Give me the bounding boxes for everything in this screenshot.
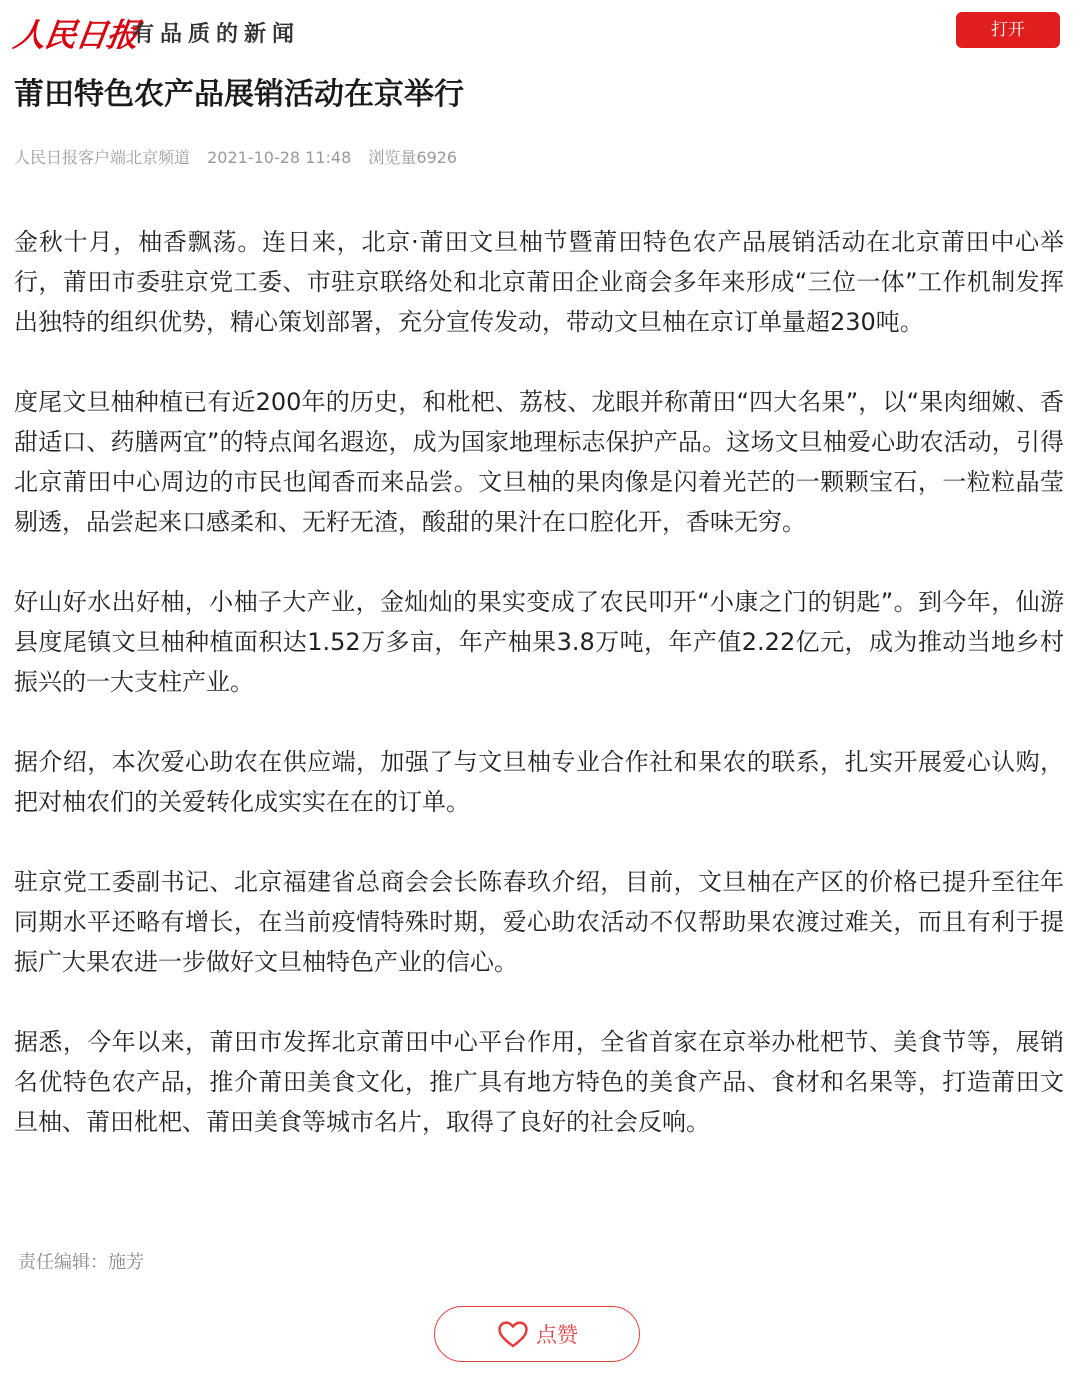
top-bar xyxy=(0,0,1080,62)
article-source: 人民日报客户端北京频道 xyxy=(14,148,191,167)
heart-icon xyxy=(496,1317,530,1351)
responsible-editor: 责任编辑：施芳 xyxy=(18,1252,144,1273)
article-body xyxy=(14,222,1064,1182)
article-paragraph: 好山好水出好柚，小柚子大产业，金灿灿的果实变成了农民叩开“小康之门的钥匙”。到今年，仙游县度尾镇文旦柚种植面积达1.52万多亩，年产柚果3.8万吨，年产值2.22亿元，成为推动当地乡村振兴的一大支柱产业。 xyxy=(14,588,1064,696)
open-app-button[interactable]: 打开 xyxy=(956,12,1060,48)
article-paragraph: 金秋十月，柚香飘荡。连日来，北京·莆田文旦柚节暨莆田特色农产品展销活动在北京莆田中心举行，莆田市委驻京党工委、市驻京联络处和北京莆田企业商会多年来形成“三位一体”工作机制发挥出独特的组织优势，精心策划部署，充分宣传发动，带动文旦柚在京订单量超230吨。 xyxy=(14,228,1064,336)
article-paragraph: 据介绍，本次爱心助农在供应端，加强了与文旦柚专业合作社和果农的联系，扎实开展爱心认购，把对柚农们的关爱转化成实实在在的订单。 xyxy=(14,748,1064,816)
article-paragraph: 驻京党工委副书记、北京福建省总商会会长陈春玖介绍，目前，文旦柚在产区的价格已提升至往年同期水平还略有增长，在当前疫情特殊时期，爱心助农活动不仅帮助果农渡过难关，而且有利于提振广大果农进一步做好文旦柚特色产业的信心。 xyxy=(14,868,1064,976)
like-button[interactable] xyxy=(434,1306,640,1362)
people-daily-logo: 人民日报 xyxy=(11,16,141,54)
like-label: 点赞 xyxy=(536,1323,578,1347)
article-title: 莆田特色农产品展销活动在京举行 xyxy=(14,77,464,112)
article-paragraph: 度尾文旦柚种植已有近200年的历史，和枇杷、荔枝、龙眼并称莆田“四大名果”，以“果肉细嫩、香甜适口、药膳两宜”的特点闻名遐迩，成为国家地理标志保护产品。这场文旦柚爱心助农活动，引得北京莆田中心周边的市民也闻香而来品尝。文旦柚的果肉像是闪着光芒的一颗颗宝石，一粒粒晶莹剔透，品尝起来口感柔和、无籽无渣，酸甜的果汁在口腔化开，香味无穷。 xyxy=(14,388,1064,536)
article-views: 浏览量6926 xyxy=(368,148,458,167)
article-paragraph: 据悉，今年以来，莆田市发挥北京莆田中心平台作用，全省首家在京举办枇杷节、美食节等，展销名优特色农产品，推介莆田美食文化，推广具有地方特色的美食产品、食材和名果等，打造莆田文旦柚、莆田枇杷、莆田美食等城市名片，取得了良好的社会反响。 xyxy=(14,1028,1064,1136)
slogan: 有品质的新闻 xyxy=(132,21,301,47)
article-meta xyxy=(14,145,469,168)
article-datetime: 2021-10-28 11:48 xyxy=(207,148,352,167)
